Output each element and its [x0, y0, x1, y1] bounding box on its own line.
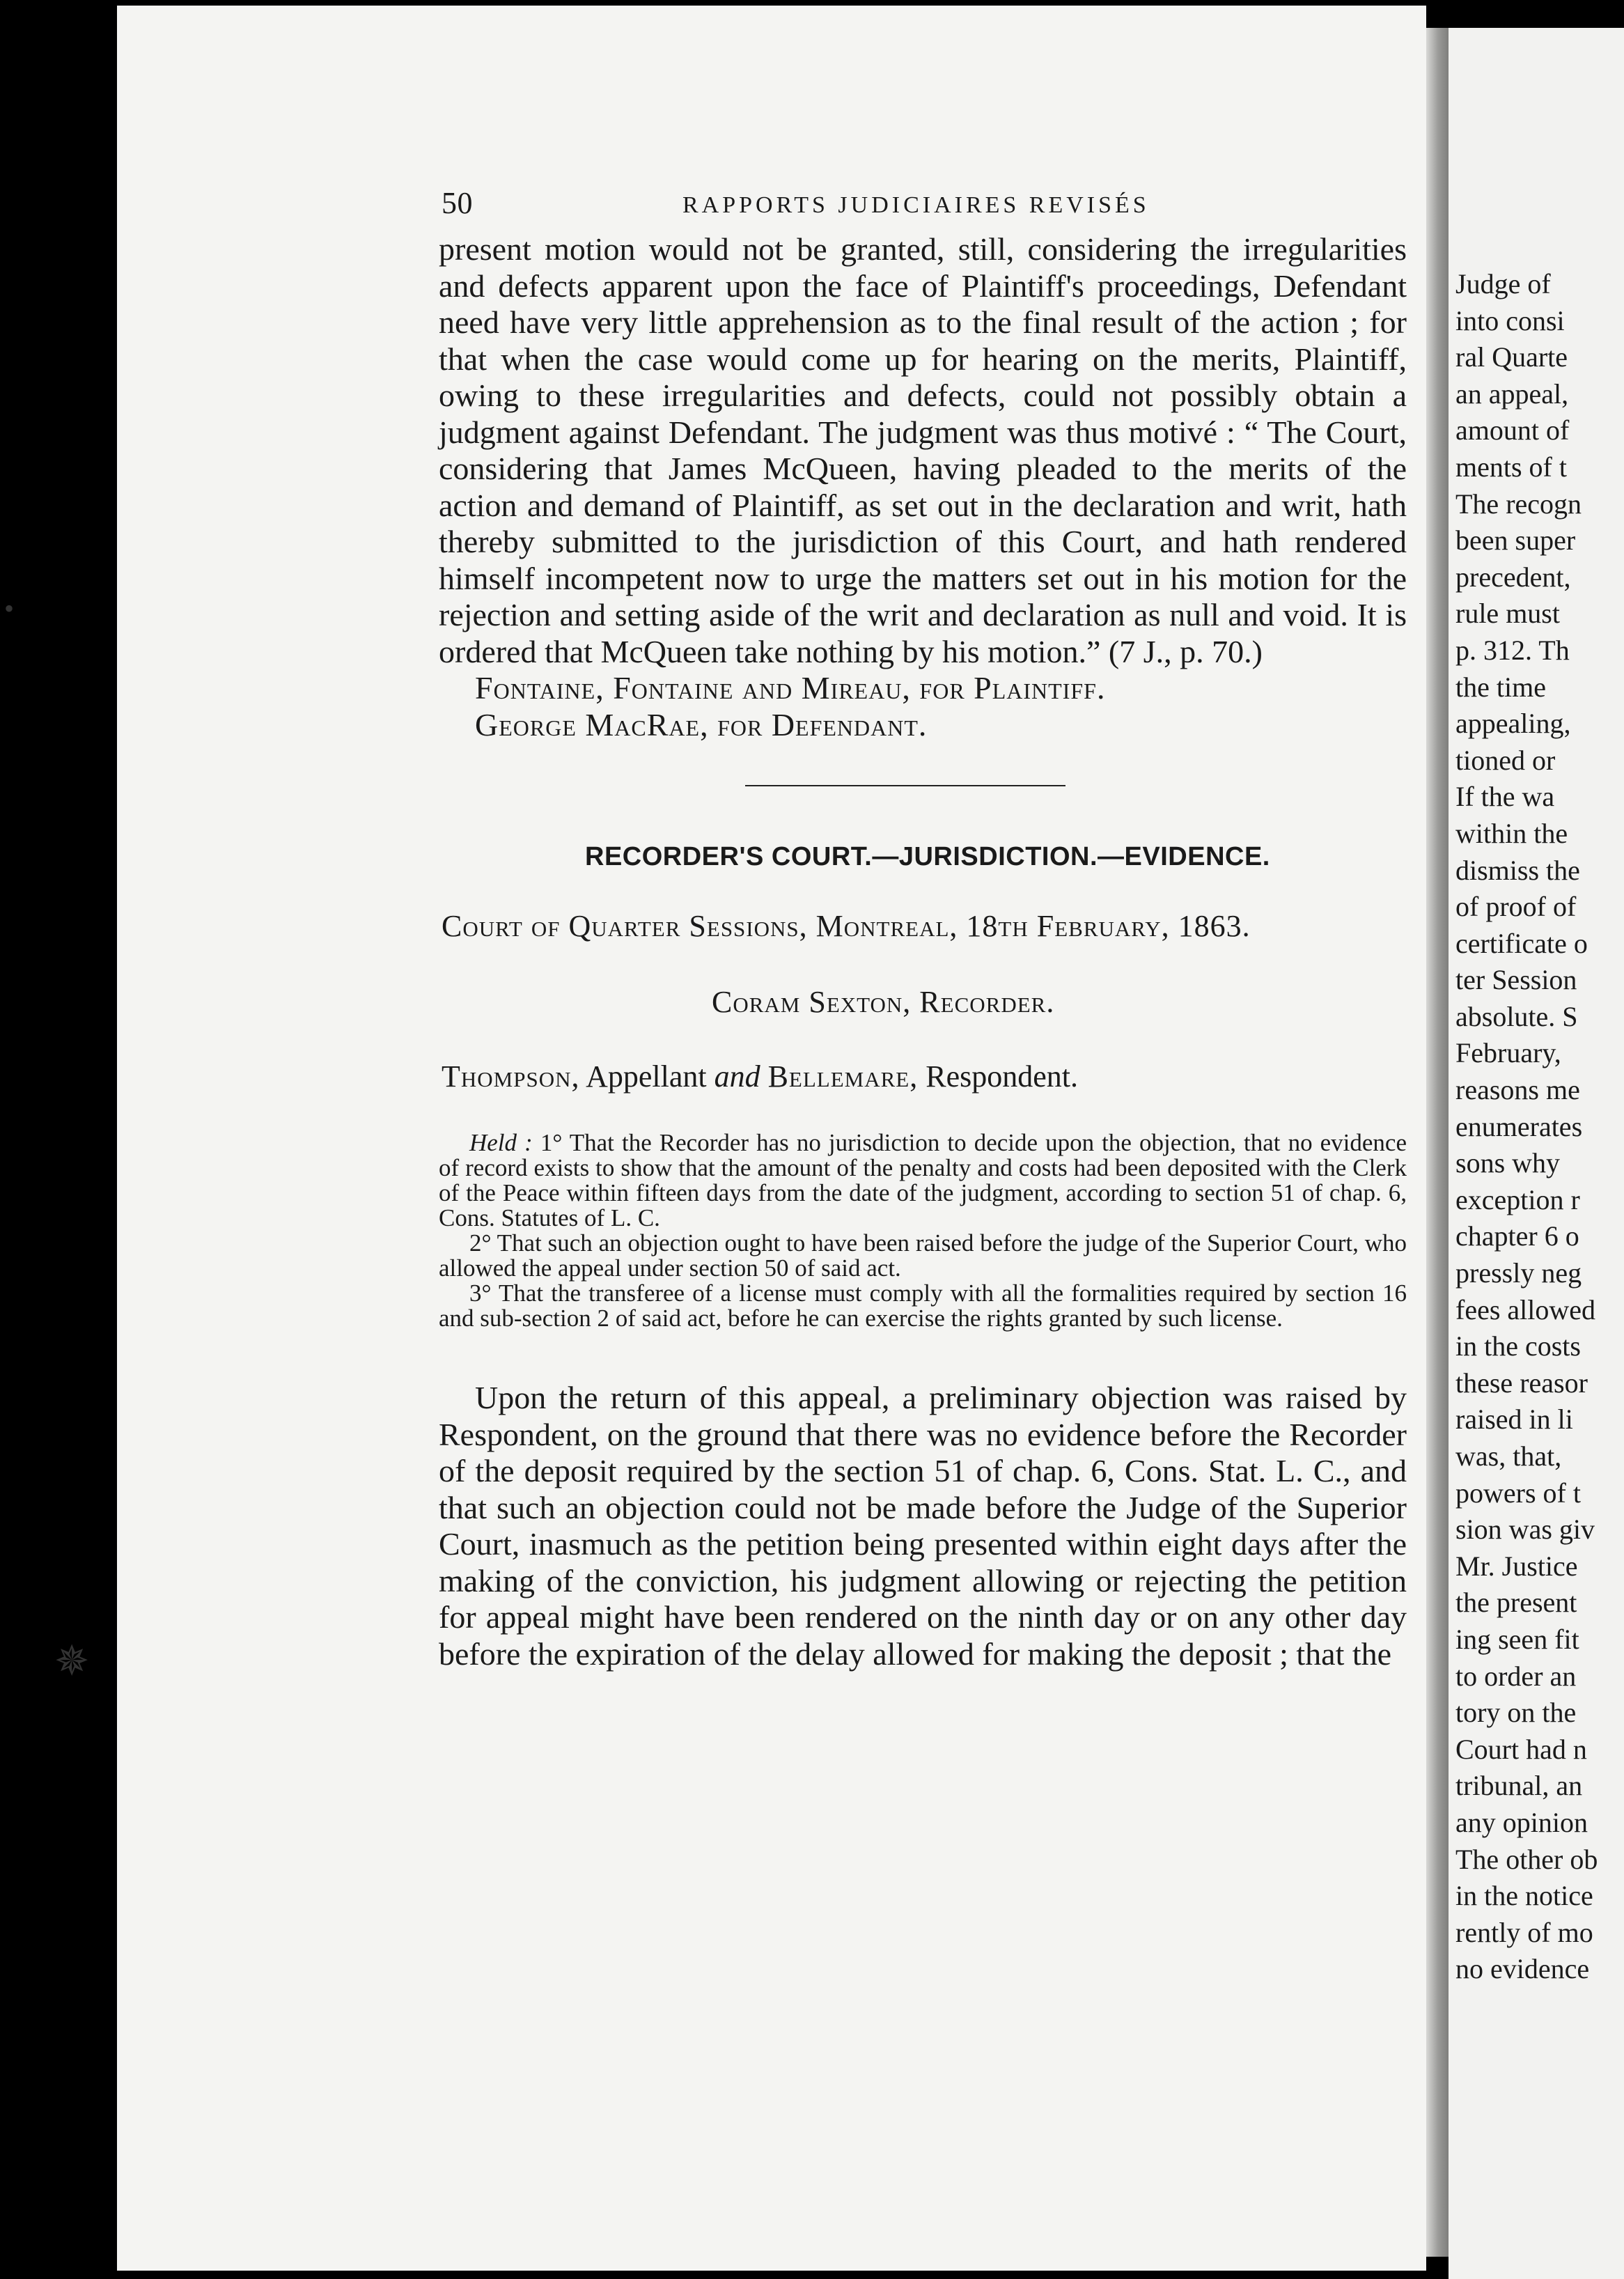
parties-line [442, 1059, 1407, 1094]
held-point-1 [439, 1130, 1407, 1231]
facing-page-line: ral Quarte [1455, 341, 1568, 373]
respondent-name: Bellemare, [767, 1059, 919, 1094]
facing-page-line: tribunal, an [1455, 1770, 1583, 1802]
facing-page-line: p. 312. Th [1455, 634, 1570, 666]
facing-page-line: raised in li [1455, 1403, 1573, 1436]
held-point-1-text: 1° That the Recorder has no jurisdiction to decide upon the objection, that no evidence of record exists to show that the amount of the penalty and costs had been deposited with the Clerk of the Peace within fifteen days from the date of the judgment, according to section 51 of chap. 6, Cons. Statutes of L. C. [439, 1129, 1407, 1231]
facing-page [1449, 28, 1624, 2279]
facing-page-fragments [1455, 266, 1624, 1988]
coram-line: Coram Sexton, Recorder. [712, 985, 1055, 1019]
facing-page-line: in the notice [1455, 1880, 1593, 1912]
facing-page-line: pressly neg [1455, 1257, 1582, 1289]
facing-page-line: absolute. S [1455, 1000, 1578, 1032]
facing-page-line: the present [1455, 1587, 1577, 1619]
held-summary [439, 1130, 1407, 1331]
facing-page-line: of proof of [1455, 891, 1577, 923]
facing-page-line: reasons me [1455, 1074, 1580, 1106]
facing-page-line: ments of t [1455, 451, 1567, 483]
section-title: RECORDER'S COURT.—JURISDICTION.—EVIDENCE. [585, 842, 1270, 871]
facing-page-line: into consi [1455, 304, 1565, 336]
section-divider [745, 785, 1065, 786]
page-header [439, 182, 1407, 231]
facing-page-line: been super [1455, 524, 1576, 557]
facing-page-line: The recogn [1455, 488, 1582, 520]
held-point-3: 3° That the transferee of a license must comply with all the formalities required by section 16 and sub-section 2 of said act, before he can exercise the rights granted by such license. [439, 1279, 1407, 1332]
scan-smudge-mark: ✵ [54, 1638, 90, 1684]
facing-page-line: was, that, [1455, 1440, 1562, 1472]
facing-page-line: exception r [1455, 1183, 1580, 1215]
page-number: 50 [442, 186, 473, 220]
page-content [439, 182, 1407, 1672]
facing-page-line: Court had n [1455, 1733, 1587, 1765]
facing-page-line: ter Session [1455, 964, 1577, 996]
held-point-2: 2° That such an objection ought to have been raised before the judge of the Superior Court, who allowed the appeal under section 50 of said act. [439, 1229, 1407, 1282]
facing-page-line: If the wa [1455, 781, 1555, 813]
facing-page-line: sons why [1455, 1147, 1561, 1179]
facing-page-line: powers of t [1455, 1477, 1581, 1509]
facing-page-line: precedent, [1455, 561, 1571, 593]
facing-page-line: dismiss the [1455, 854, 1580, 886]
facing-page-line: certificate o [1455, 927, 1588, 959]
facing-page-line: ing seen fit [1455, 1623, 1579, 1655]
facing-page-line: in the costs [1455, 1330, 1581, 1362]
appellant-name: Thompson, [442, 1059, 580, 1094]
defendant-counsel: George MacRae, for Defendant. [475, 706, 928, 742]
scan-speck-mark: • [4, 593, 15, 624]
facing-page-line: The other ob [1455, 1843, 1598, 1875]
facing-page-line: sion was giv [1455, 1514, 1595, 1546]
facing-page-line: to order an [1455, 1660, 1577, 1692]
court-line: Court of Quarter Sessions, Montreal, 18th February, 1863. [442, 909, 1251, 943]
held-label: Held : [469, 1129, 533, 1156]
opening-paragraph-text: present motion would not be granted, still, considering the irregularities and defects apparent upon the face of Plaintiff's proceedings, Defendant need have very little apprehension as to the final result of the action ; for that when the case would come up for hearing on the merits, Plaintiff, owing to these irregularities and defects, could not possibly obtain a judgment against Defendant. The judgment was thus motivé : “ The Court, considering that James McQueen, having pleaded to the merits of the action and demand of Plaintiff, as set out in the declaration and writ, hath thereby submitted to the jurisdiction of this Court, and hath rendered himself incompetent now to urge the matters set out in his motion for the rejection and setting aside of the writ and declaration as null and void. It is ordered that McQueen take nothing by his motion.” (7 J., p. 70.) [439, 231, 1407, 669]
facing-page-line: appealing, [1455, 708, 1571, 740]
facing-page-line: an appeal, [1455, 378, 1569, 410]
facing-page-line: enumerates [1455, 1110, 1583, 1142]
facing-page-line: within the [1455, 817, 1568, 849]
closing-paragraph: Upon the return of this appeal, a preliminary objection was raised by Respondent, on the ground that there was no evidence before the Recorder of the deposit required by the section 51 of chap. 6, Cons. Stat. L. C., and that such an objection could not be made before the Judge of the Superior Court, inasmuch as the petition being presented within eight days after the making of the conviction, his judgment allowing or rejecting the petition for appeal might have been rendered on the ninth day or on any other day before the expiration of the delay allowed for making the deposit ; that the [439, 1380, 1407, 1672]
facing-page-line: Mr. Justice [1455, 1550, 1578, 1582]
facing-page-line: tioned or [1455, 744, 1556, 776]
facing-page-line: rule must [1455, 598, 1560, 630]
plaintiff-counsel: Fontaine, Fontaine and Mireau, for Plaintiff. [475, 670, 1106, 706]
facing-page-line: rently of mo [1455, 1916, 1593, 1948]
running-title: RAPPORTS JUDICIAIRES REVISÉS [682, 192, 1150, 218]
facing-page-line: no evidence [1455, 1953, 1590, 1985]
appellant-role: Appellant [586, 1059, 707, 1094]
facing-page-line: tory on the [1455, 1697, 1577, 1729]
facing-page-line: any opinion [1455, 1806, 1588, 1838]
opening-paragraph [439, 231, 1407, 670]
facing-page-line: Judge of [1455, 268, 1551, 300]
respondent-role: Respondent. [926, 1059, 1078, 1094]
facing-page-line: these reasor [1455, 1367, 1588, 1399]
facing-page-line: amount of [1455, 414, 1570, 446]
facing-page-line: February, [1455, 1037, 1561, 1069]
facing-page-line: the time [1455, 671, 1546, 703]
parties-conjunction: and [714, 1059, 760, 1094]
facing-page-line: fees allowed [1455, 1293, 1596, 1325]
facing-page-line: chapter 6 o [1455, 1220, 1579, 1252]
